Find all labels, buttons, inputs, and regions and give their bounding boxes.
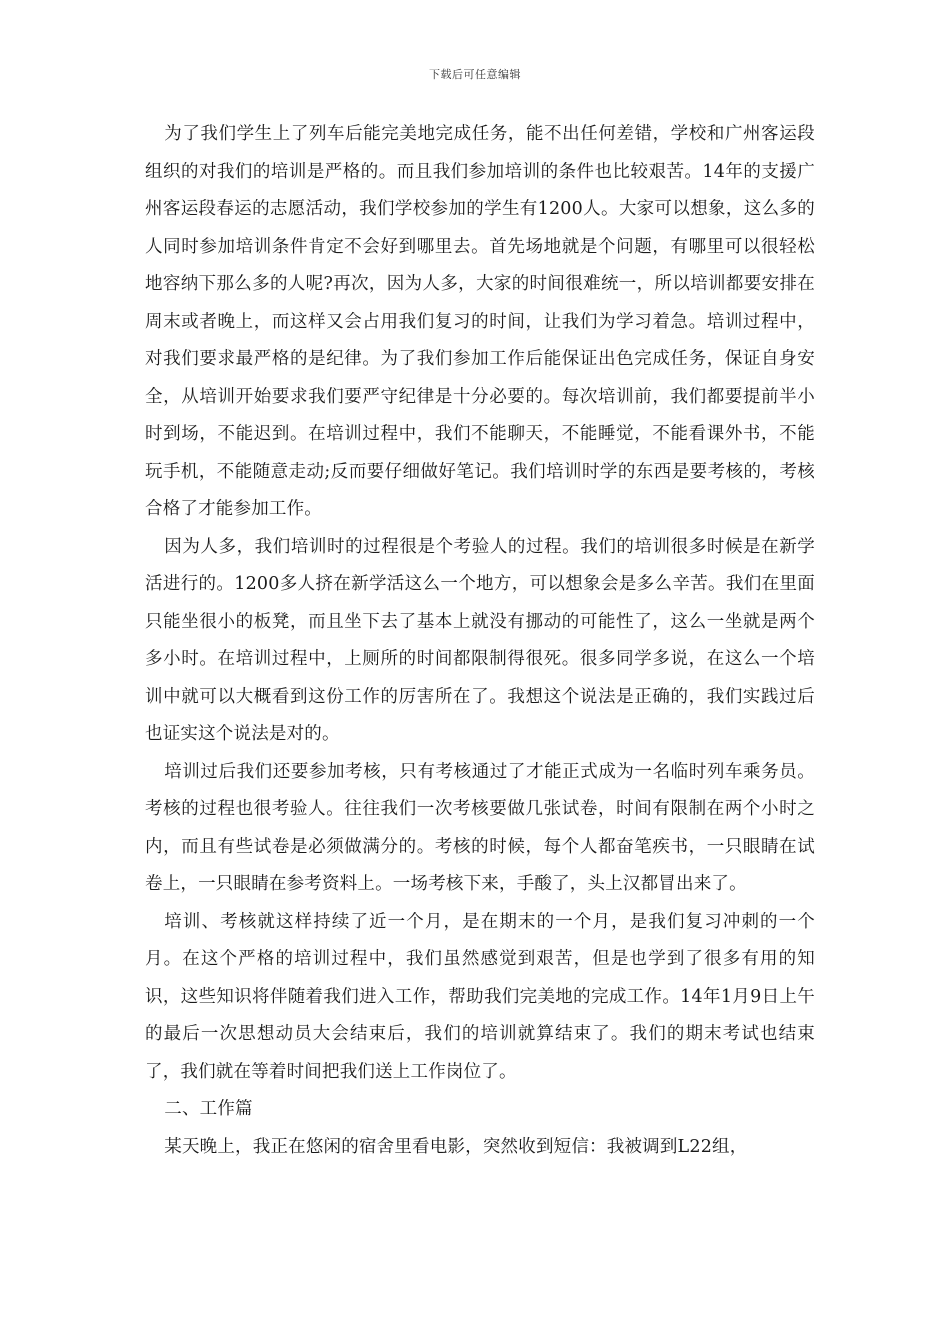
paragraph-training-end: 培训、考核就这样持续了近一个月，是在期末的一个月，是我们复习冲刺的一个月。在这个严格的培训过程中，我们虽然感觉到艰苦，但是也学到了很多有用的知识，这些知识将伴随着我们进入工作，帮助我们完美地的完成工作。14年1月9日上午的最后一次思想动员大会结束后，我们的培训就算结束了。我们的期末考试也结束了，我们就在等着时间把我们送上工作岗位了。: [145, 911, 815, 1082]
document-body: [145, 116, 815, 1166]
paragraph-training-hardship: 因为人多，我们培训时的过程很是个考验人的过程。我们的培训很多时候是在新学活进行的。1200多人挤在新学活这么一个地方，可以想象会是多么辛苦。我们在里面只能坐很小的板凳，而且坐下去了基本上就没有挪动的可能性了，这么一坐就是两个多小时。在培训过程中，上厕所的时间都限制得很死。很多同学多说，在这么一个培训中就可以大概看到这份工作的厉害所在了。我想这个说法是正确的，我们实践过后也证实这个说法是对的。: [145, 536, 815, 744]
paragraph-assessment: 培训过后我们还要参加考核，只有考核通过了才能正式成为一名临时列车乘务员。考核的过程也很考验人。往往我们一次考核要做几张试卷，时间有限制在两个小时之内，而且有些试卷是必须做满分的。考核的时候，每个人都奋笔疾书，一只眼睛在试卷上，一只眼睛在参考资料上。一场考核下来，手酸了，头上汉都冒出来了。: [145, 761, 815, 894]
section-heading-work: 二、工作篇: [164, 1099, 253, 1119]
paragraph-training-intro: 为了我们学生上了列车后能完美地完成任务，能不出任何差错，学校和广州客运段组织的对我们的培训是严格的。而且我们参加培训的条件也比较艰苦。14年的支援广州客运段春运的志愿活动，我们学校参加的学生有1200人。大家可以想象，这么多的人同时参加培训条件肯定不会好到哪里去。首先场地就是个问题，有哪里可以很轻松地容纳下那么多的人呢?再次，因为人多，大家的时间很难统一，所以培训都要安排在周末或者晚上，而这样又会占用我们复习的时间，让我们为学习着急。培训过程中，对我们要求最严格的是纪律。为了我们参加工作后能保证出色完成任务，保证自身安全，从培训开始要求我们要严守纪律是十分必要的。每次培训前，我们都要提前半小时到场，不能迟到。在培训过程中，我们不能聊天，不能睡觉，不能看课外书，不能玩手机，不能随意走动;反而要仔细做好笔记。我们培训时学的东西是要考核的，考核合格了才能参加工作。: [145, 124, 815, 519]
paragraph-work-start: 某天晚上，我正在悠闲的宿舍里看电影，突然收到短信：我被调到L22组，: [164, 1136, 748, 1157]
page-header-note: 下载后可任意编辑: [429, 68, 521, 81]
